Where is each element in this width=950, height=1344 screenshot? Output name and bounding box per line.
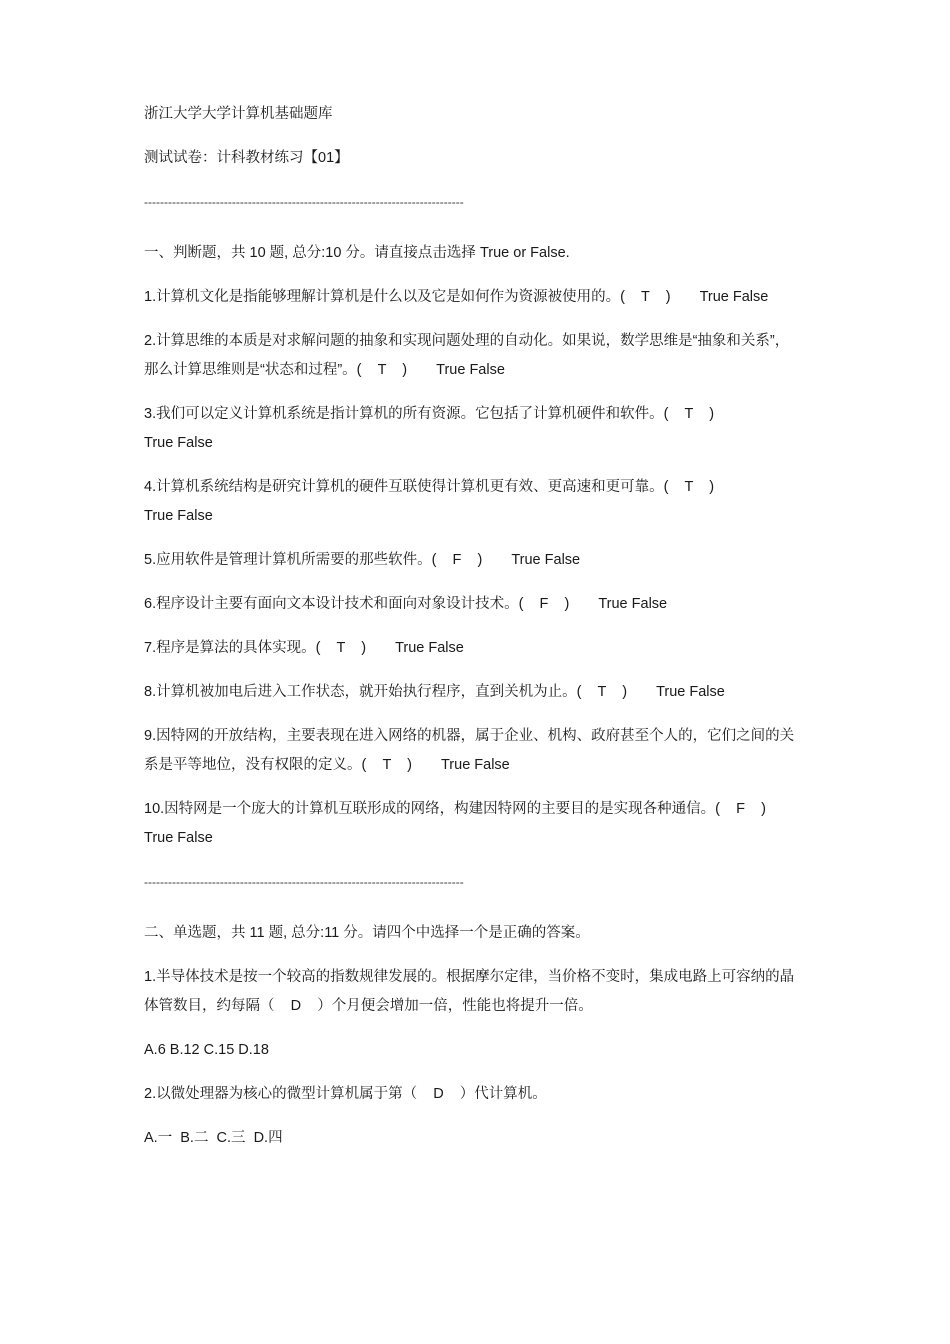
true-false-choice[interactable]: True False	[144, 508, 213, 524]
answer-mark: ( F )	[518, 596, 570, 612]
answer-options[interactable]: A.6 B.12 C.15 D.18	[144, 1042, 269, 1058]
true-false-choice[interactable]: True False	[144, 435, 213, 451]
question-item	[144, 963, 796, 1021]
answer-mark: ( T )	[663, 406, 715, 422]
question-text: 3.我们可以定义计算机系统是指计算机的所有资源。它包括了计算机硬件和软件。	[144, 406, 664, 422]
answer-mark: ( T )	[361, 757, 412, 773]
question-item	[144, 634, 796, 663]
separator-line: --------------------------------------------------------------------------------	[144, 195, 464, 209]
question-item	[144, 1080, 796, 1109]
question-text: 7.程序是算法的具体实现。	[144, 640, 316, 656]
document-title: 浙江大学大学计算机基础题库	[144, 106, 333, 122]
answer-mark: ( T )	[576, 684, 628, 700]
answer-options[interactable]: A.一 B.二 C.三 D.四	[144, 1130, 283, 1146]
true-false-choice[interactable]: True False	[144, 830, 213, 846]
question-item	[144, 473, 796, 531]
answer-mark: D	[417, 1086, 460, 1102]
question-item	[144, 400, 796, 458]
question-text: 10.因特网是一个庞大的计算机互联形成的网络，构建因特网的主要目的是实现各种通信。	[144, 801, 716, 817]
true-false-choice[interactable]: True False	[656, 684, 725, 700]
answer-mark: ( T )	[356, 362, 408, 378]
separator-line: --------------------------------------------------------------------------------	[144, 875, 464, 889]
question-text: 5.应用软件是管理计算机所需要的那些软件。	[144, 552, 432, 568]
question-text: 4.计算机系统结构是研究计算机的硬件互联使得计算机更有效、更高速和更可靠。	[144, 479, 664, 495]
true-false-choice[interactable]: True False	[511, 552, 581, 568]
true-false-list	[144, 283, 796, 853]
answer-mark: D	[274, 998, 318, 1014]
true-false-choice[interactable]: True False	[440, 757, 510, 773]
question-text-continued: ）代计算机。	[459, 1086, 547, 1102]
question-item	[144, 283, 796, 312]
question-item	[144, 678, 796, 707]
single-choice-list	[144, 963, 796, 1153]
section1-header: 一、判断题，共 10 题, 总分:10 分。请直接点击选择 True or False.	[144, 245, 570, 261]
answer-mark: ( T )	[315, 640, 367, 656]
answer-mark: ( T )	[663, 479, 715, 495]
question-text: 9.因特网的开放结构，主要表现在进入网络的机器，属于企业、机构、政府甚至个人的，它们之间的关系是平等地位，没有权限的定义。	[144, 728, 795, 773]
question-text: 2.以微处理器为核心的微型计算机属于第（	[144, 1086, 418, 1102]
question-item	[144, 546, 796, 575]
answer-mark: ( F )	[715, 801, 766, 817]
question-text: 1.计算机文化是指能够理解计算机是什么以及它是如何作为资源被使用的。	[144, 289, 621, 305]
answer-mark: ( T )	[620, 289, 671, 305]
question-item	[144, 722, 796, 780]
true-false-choice[interactable]: True False	[395, 640, 464, 656]
section2-header: 二、单选题，共 11 题, 总分:11 分。请四个中选择一个是正确的答案。	[144, 925, 590, 941]
question-text: 1.半导体技术是按一个较高的指数规律发展的。根据摩尔定律，当价格不变时，集成电路上可容纳的晶体管数目，约每隔（	[144, 969, 795, 1014]
question-text: 8.计算机被加电后进入工作状态，就开始执行程序，直到关机为止。	[144, 684, 577, 700]
question-item	[144, 590, 796, 619]
true-false-choice[interactable]: True False	[598, 596, 668, 612]
question-text: 2.计算思维的本质是对求解问题的抽象和实现问题处理的自动化。如果说，数学思维是“抽象和关系”，那么计算思维则是“状态和过程”。	[144, 333, 790, 378]
question-text-continued: ）个月便会增加一倍，性能也将提升一倍。	[317, 998, 593, 1014]
true-false-choice[interactable]: True False	[699, 289, 769, 305]
document-page	[144, 100, 796, 1168]
true-false-choice[interactable]: True False	[436, 362, 505, 378]
exam-name: 测试试卷：计科教材练习【01】	[144, 150, 349, 166]
question-item	[144, 795, 796, 853]
answer-mark: ( F )	[431, 552, 483, 568]
question-item	[144, 327, 796, 385]
question-text: 6.程序设计主要有面向文本设计技术和面向对象设计技术。	[144, 596, 519, 612]
